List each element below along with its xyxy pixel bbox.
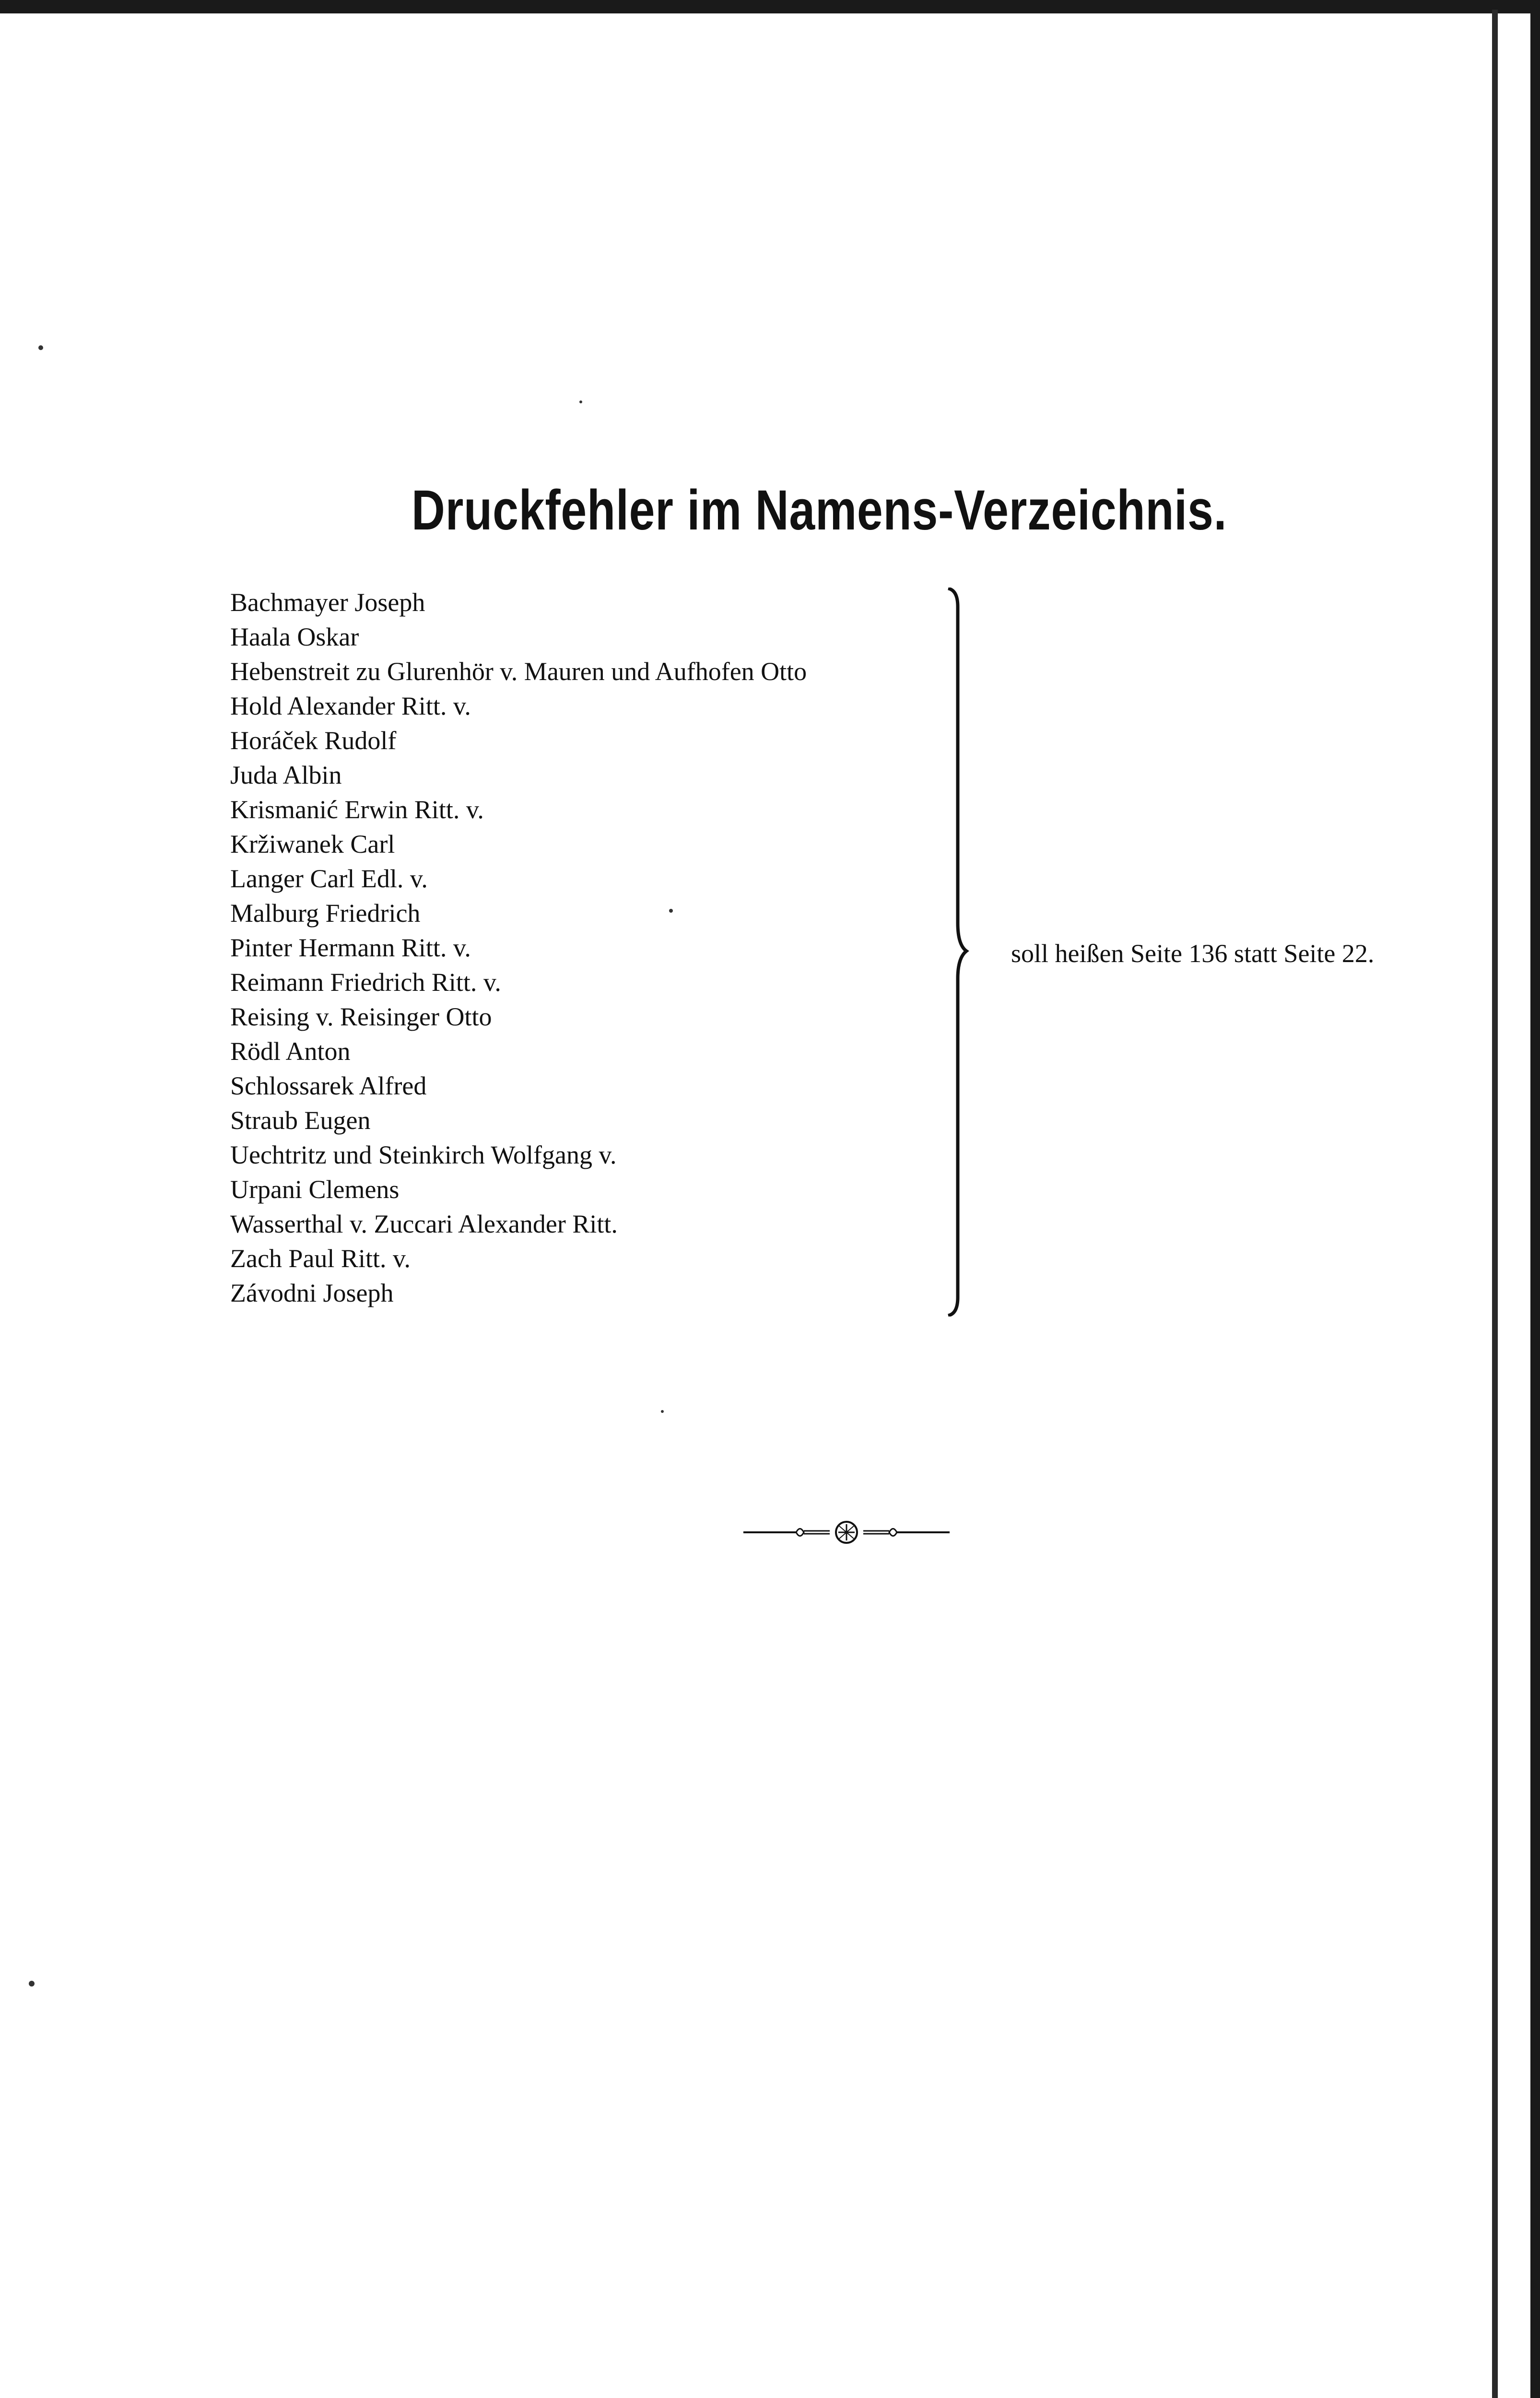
list-item: Uechtritz und Steinkirch Wolfgang v. bbox=[230, 1140, 617, 1169]
list-item: Hold Alexander Ritt. v. bbox=[230, 692, 471, 720]
list-item: Juda Albin bbox=[230, 761, 342, 789]
list-item: Horáček Rudolf bbox=[230, 726, 397, 755]
list-item: Reimann Friedrich Ritt. v. bbox=[230, 968, 501, 997]
scan-speck bbox=[661, 1410, 664, 1413]
list-item: Schlossarek Alfred bbox=[230, 1071, 427, 1100]
list-item: Rödl Anton bbox=[230, 1037, 351, 1066]
list-item: Langer Carl Edl. v. bbox=[230, 864, 428, 893]
list-item: Závodni Joseph bbox=[230, 1279, 394, 1307]
list-item: Haala Oskar bbox=[230, 623, 359, 651]
scan-speck bbox=[669, 909, 673, 913]
scan-border-right-inner bbox=[1492, 10, 1498, 2398]
list-item: Pinter Hermann Ritt. v. bbox=[230, 933, 471, 962]
scan-speck bbox=[579, 400, 582, 403]
curly-brace bbox=[947, 588, 976, 1317]
list-item: Urpani Clemens bbox=[230, 1175, 400, 1204]
list-item: Zach Paul Ritt. v. bbox=[230, 1244, 411, 1273]
list-item: Reising v. Reisinger Otto bbox=[230, 1002, 492, 1031]
list-item: Kržiwanek Carl bbox=[230, 830, 395, 858]
correction-note: soll heißen Seite 136 statt Seite 22. bbox=[1011, 939, 1375, 968]
list-item: Bachmayer Joseph bbox=[230, 588, 425, 617]
scan-border-right bbox=[1530, 0, 1540, 2398]
list-item: Krismanić Erwin Ritt. v. bbox=[230, 795, 484, 824]
list-item: Wasserthal v. Zuccari Alexander Ritt. bbox=[230, 1210, 618, 1238]
scan-border-top bbox=[0, 0, 1540, 13]
name-list bbox=[230, 585, 807, 1310]
list-item: Straub Eugen bbox=[230, 1106, 371, 1135]
scan-speck bbox=[38, 345, 43, 350]
scan-speck bbox=[29, 1981, 35, 1987]
ornament-divider bbox=[743, 1516, 950, 1549]
list-item: Hebenstreit zu Glurenhör v. Mauren und Aufhofen Otto bbox=[230, 657, 807, 686]
page-title: Druckfehler im Namens-Verzeichnis. bbox=[411, 479, 1227, 542]
list-item: Malburg Friedrich bbox=[230, 899, 421, 928]
